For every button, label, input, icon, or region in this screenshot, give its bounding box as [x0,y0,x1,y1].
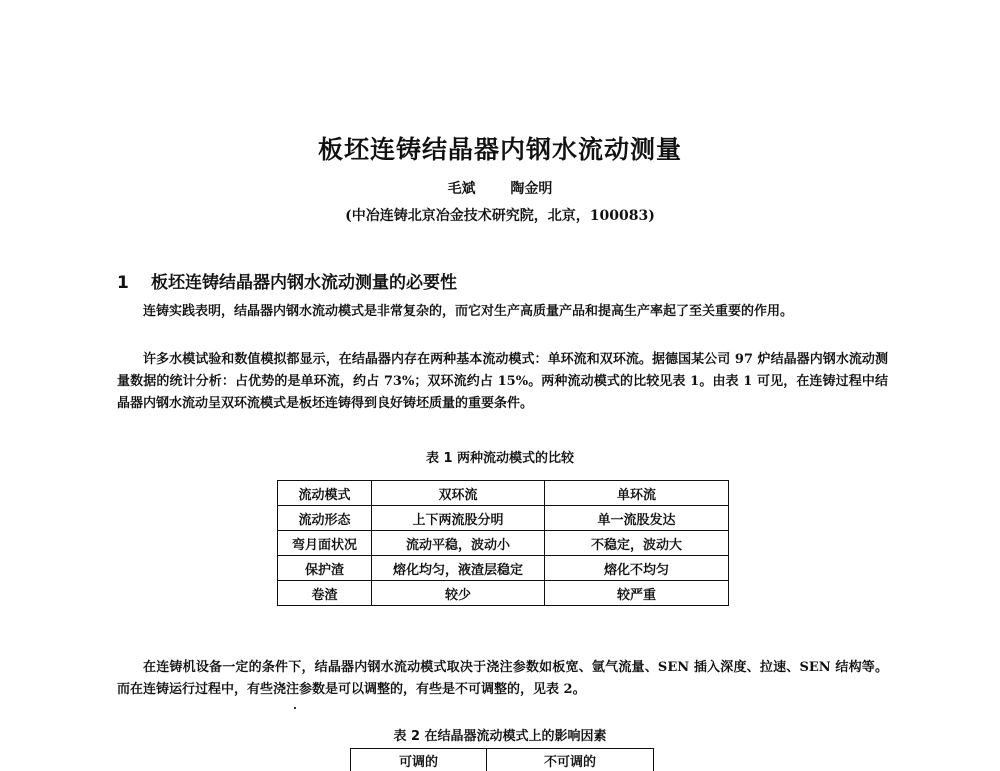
table-1-caption: 表 1 两种流动模式的比较 [0,447,1000,466]
table-cell: 熔化均匀，液渣层稳定 [372,556,545,581]
table-cell: 保护渣 [278,556,372,581]
paragraph-1: 连铸实践表明，结晶器内钢水流动模式是非常复杂的，而它对生产高质量产品和提高生产率起了至关重要的作用。 [117,301,888,323]
table-header-cell: 可调的 [351,749,487,771]
table-cell: 单一流股发达 [545,506,729,531]
table-row [278,506,729,531]
table-header-cell: 双环流 [372,481,545,506]
table-cell: 熔化不均匀 [545,556,729,581]
table-1 [277,480,729,606]
section-heading [117,268,457,293]
table-row [278,556,729,581]
table-cell: 较少 [372,581,545,606]
paper-title: 板坯连铸结晶器内钢水流动测量 [0,130,1000,166]
section-title: 板坯连铸结晶器内钢水流动测量的必要性 [151,273,457,293]
paragraph-3: 在连铸机设备一定的条件下，结晶器内钢水流动模式取决于浇注参数如板宽、氩气流量、SEN 插入深度、拉速、SEN 结构等。而在连铸运行过程中，有些浇注参数是可以调整的，有些是不可调整的，见表 2。 [117,657,888,701]
table-row [278,531,729,556]
table-cell: 流动平稳，波动小 [372,531,545,556]
table-row [278,581,729,606]
table-header-row [278,481,729,506]
table-2-caption: 表 2 在结晶器流动模式上的影响因素 [0,725,1000,744]
scan-speck [294,707,296,709]
table-header-cell: 不可调的 [487,749,654,771]
paragraph-2: 许多水模试验和数值模拟都显示，在结晶器内存在两种基本流动模式：单环流和双环流。据德国某公司 97 炉结晶器内钢水流动测量数据的统计分析：占优势的是单环流，约占 73%；双环流约占 15%。两种流动模式的比较见表 1。由表 1 可见，在连铸过程中结晶器内钢水流动呈双环流模式是板坯连铸得到良好铸坯质量的重要条件。 [117,349,888,415]
table-cell: 卷渣 [278,581,372,606]
table-cell: 弯月面状况 [278,531,372,556]
table-cell: 流动形态 [278,506,372,531]
paper-authors: 毛斌 陶金明 [0,178,1000,198]
table-cell: 上下两流股分明 [372,506,545,531]
table-header-cell: 流动模式 [278,481,372,506]
table-header-cell: 单环流 [545,481,729,506]
table-cell: 较严重 [545,581,729,606]
table-cell: 不稳定，波动大 [545,531,729,556]
paper-affiliation: (中冶连铸北京冶金技术研究院，北京，100083) [0,205,1000,225]
section-number: 1 [117,273,151,293]
